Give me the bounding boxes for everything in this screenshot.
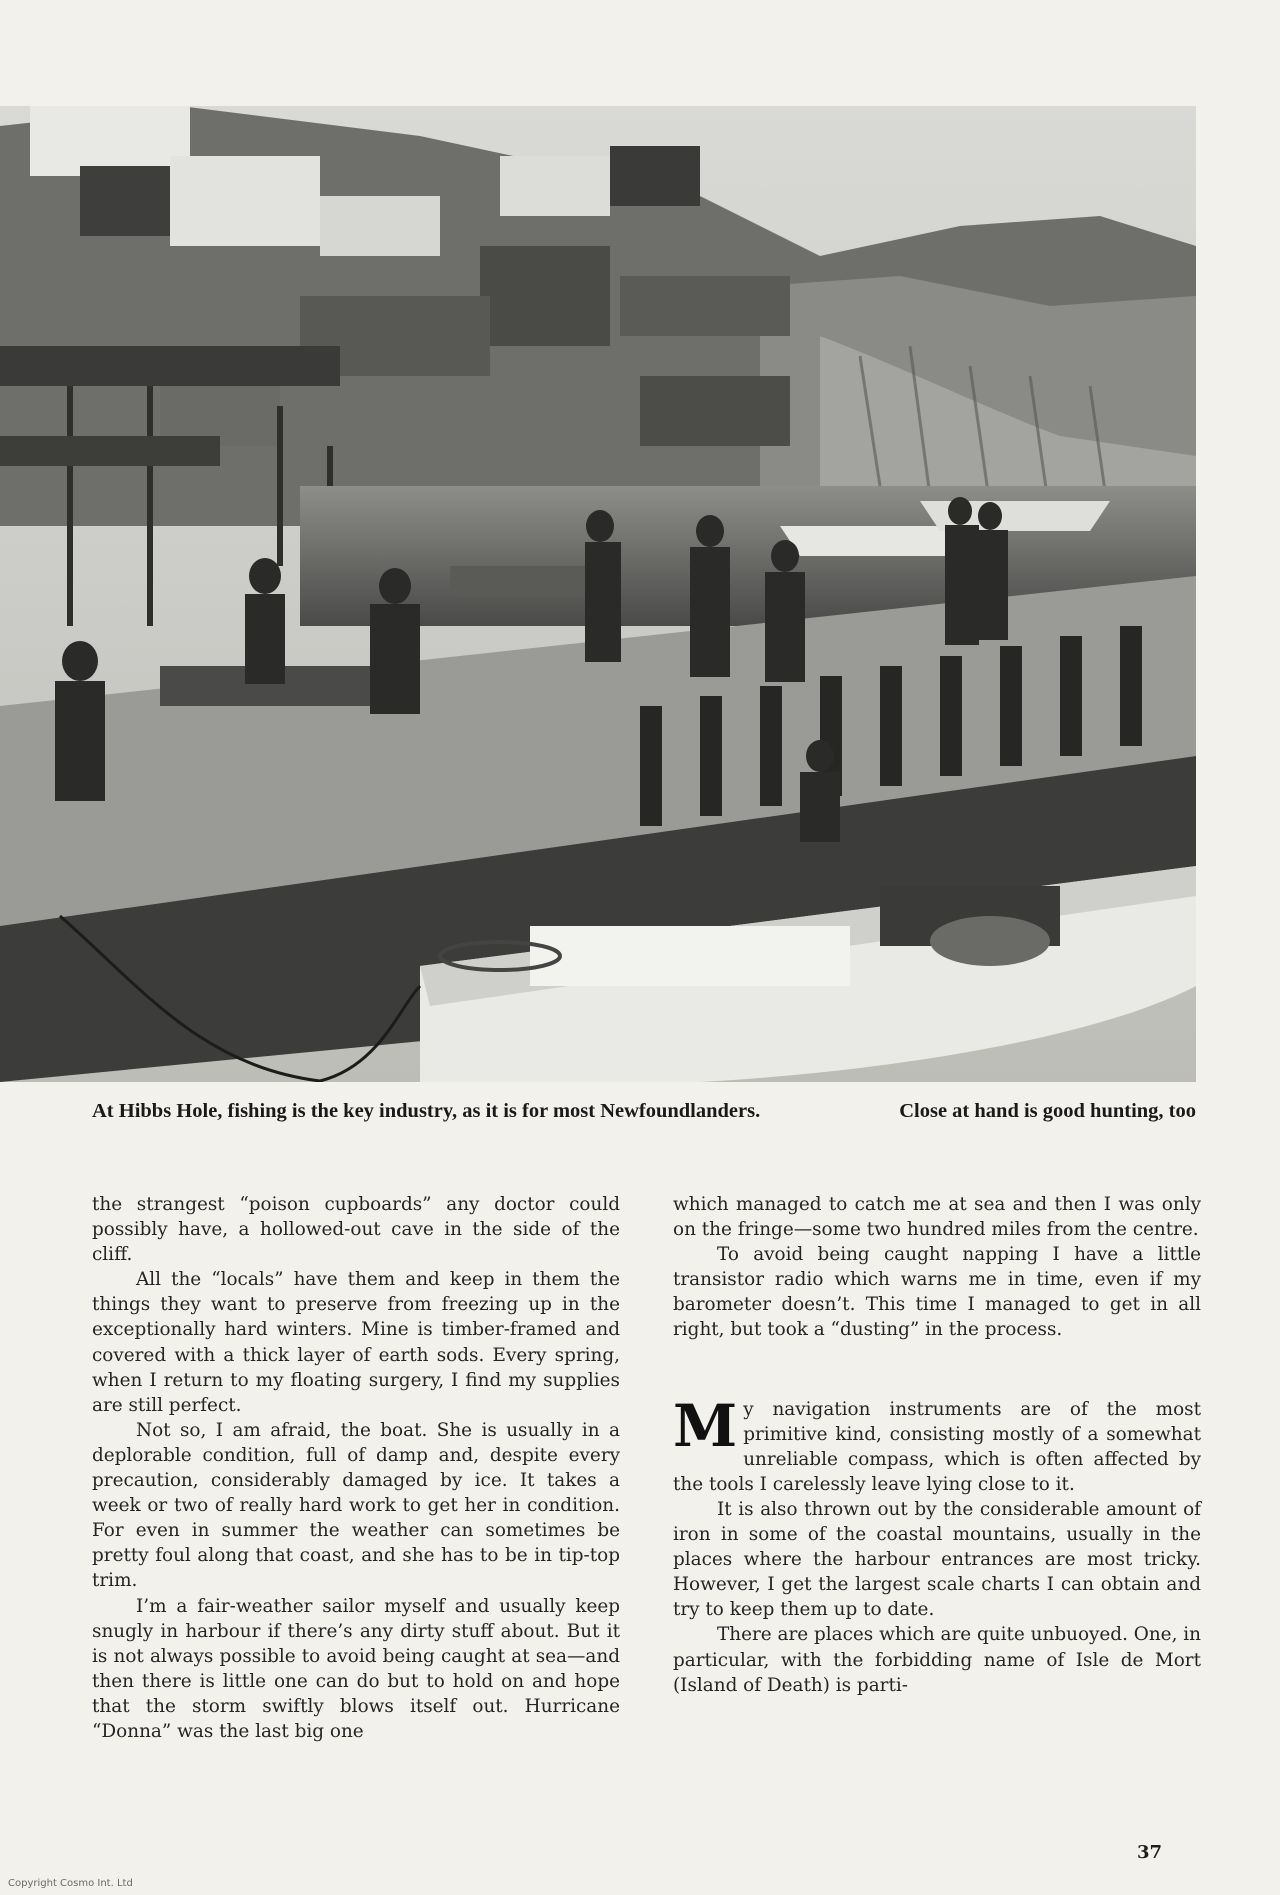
left-paragraph-2: All the “locals” have them and keep in them the things they want to preserve from freezing up in the exceptionally hard winters. Mine is timber-framed and covered with a thick layer of earth sods. Every spring, when I return to my floating surgery, I find my supplies are still perfect. — [92, 1269, 620, 1416]
right-column — [673, 1192, 1201, 1698]
copyright-watermark: Copyright Cosmo Int. Ltd — [8, 1878, 133, 1889]
harbour-photo — [0, 106, 1196, 1082]
right-paragraph-3 — [673, 1391, 1201, 1497]
photo-caption — [92, 1100, 1196, 1123]
left-paragraph-1: the strangest “poison cupboards” any doctor could possibly have, a hollowed-out cave in the side of the cliff. — [92, 1194, 620, 1266]
right-paragraph-1: which managed to catch me at sea and then I was only on the fringe—some two hundred miles from the centre. — [673, 1194, 1201, 1241]
caption-left: At Hibbs Hole, fishing is the key industry, as it is for most Newfoundlanders. — [92, 1100, 761, 1122]
left-paragraph-4: I’m a fair-weather sailor myself and usually keep snugly in harbour if there’s any dirty stuff about. But it is not always possible to avoid being caught at sea—and then there is little one can do but to hold on and hope that the storm swiftly blows itself out. Hurricane “Donna” was the last big one — [92, 1595, 620, 1742]
left-column — [92, 1192, 620, 1744]
page-number: 37 — [1137, 1842, 1163, 1863]
caption-right: Close at hand is good hunting, too — [899, 1100, 1196, 1122]
right-paragraph-3-text: y navigation instruments are of the most primitive kind, consisting mostly of a somewhat unreliable compass, which is often affected by the tools I carelessly leave lying close to it. — [673, 1398, 1201, 1495]
right-paragraph-4: It is also thrown out by the considerable amount of iron in some of the coastal mountains, usually in the places where the harbour entrances are most tricky. However, I get the largest scale charts I can obtain and try to keep them up to date. — [673, 1498, 1201, 1621]
left-paragraph-3: Not so, I am afraid, the boat. She is usually in a deplorable condition, full of damp and, despite every precaution, considerably damaged by ice. It takes a week or two of really hard work to get her in condition. For even in summer the weather can sometimes be pretty foul along that coast, and she has to be in tip-top trim. — [92, 1419, 620, 1592]
drop-cap: M — [673, 1391, 738, 1460]
right-paragraph-2: To avoid being caught napping I have a little transistor radio which warns me in time, even if my barometer doesn’t. This time I managed to get in all right, but took a “dusting” in the process. — [673, 1244, 1201, 1341]
right-paragraph-5: There are places which are quite unbuoyed. One, in particular, with the forbidding name of Isle de Mort (Island of Death) is parti- — [673, 1624, 1201, 1696]
harbour-photo-illustration — [0, 106, 1196, 1082]
